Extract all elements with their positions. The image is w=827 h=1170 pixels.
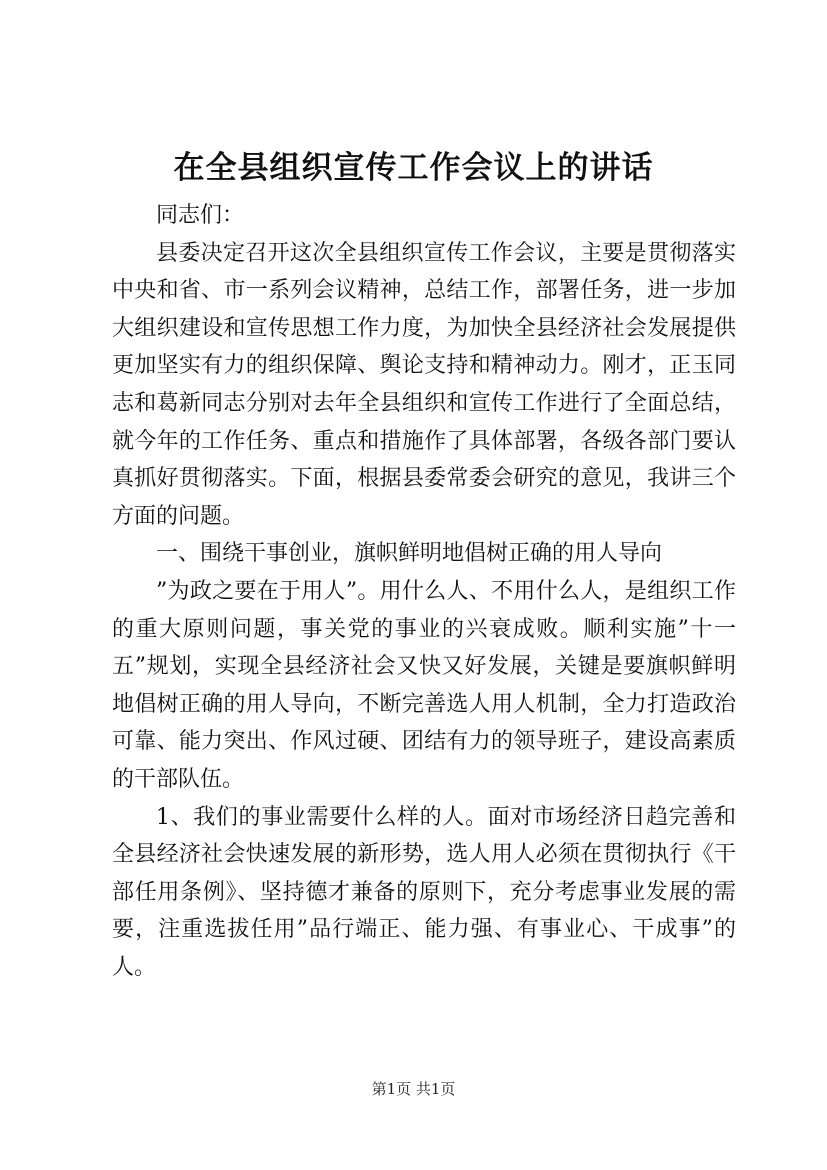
paragraph-point-1: 1、我们的事业需要什么样的人。面对市场经济日趋完善和全县经济社会快速发展的新形势，选人用人必须在贯彻执行《干部任用条例》、坚持德才兼备的原则下，充分考虑事业发展的需要，注重选拔任用”品行端正、能力强、有事业心、干成事”的人。 (112, 804, 736, 980)
document-body (112, 197, 736, 986)
paragraph-section-1: ”为政之要在于用人”。用什么人、不用什么人，是组织工作的重大原则问题，事关党的事业的兴衰成败。顺利实施”十一五”规划，实现全县经济社会又快又好发展，关键是要旗帜鲜明地倡树正确的用人导向，不断完善选人用人机制，全力打造政治可靠、能力突出、作风过硬、团结有力的领导班子，建设高素质的干部队伍。 (112, 578, 736, 792)
page-number-footer: 第1页 共1页 (371, 1080, 456, 1098)
document-title: 在全县组织宣传工作会议上的讲话 (173, 150, 654, 186)
section-heading-1: 一、围绕干事创业，旗帜鲜明地倡树正确的用人导向 (156, 541, 663, 567)
paragraph-intro: 县委决定召开这次全县组织宣传工作会议，主要是贯彻落实中央和省、市一系列会议精神，总结工作，部署任务，进一步加大组织建设和宣传思想工作力度，为加快全县经济社会发展提供更加坚实有力的组织保障、舆论支持和精神动力。刚才，正玉同志和葛新同志分别对去年全县组织和宣传工作进行了全面总结，就今年的工作任务、重点和措施作了具体部署，各级各部门要认真抓好贯彻落实。下面，根据县委常委会研究的意见，我讲三个方面的问题。 (112, 240, 736, 529)
greeting: 同志们： (156, 203, 245, 228)
